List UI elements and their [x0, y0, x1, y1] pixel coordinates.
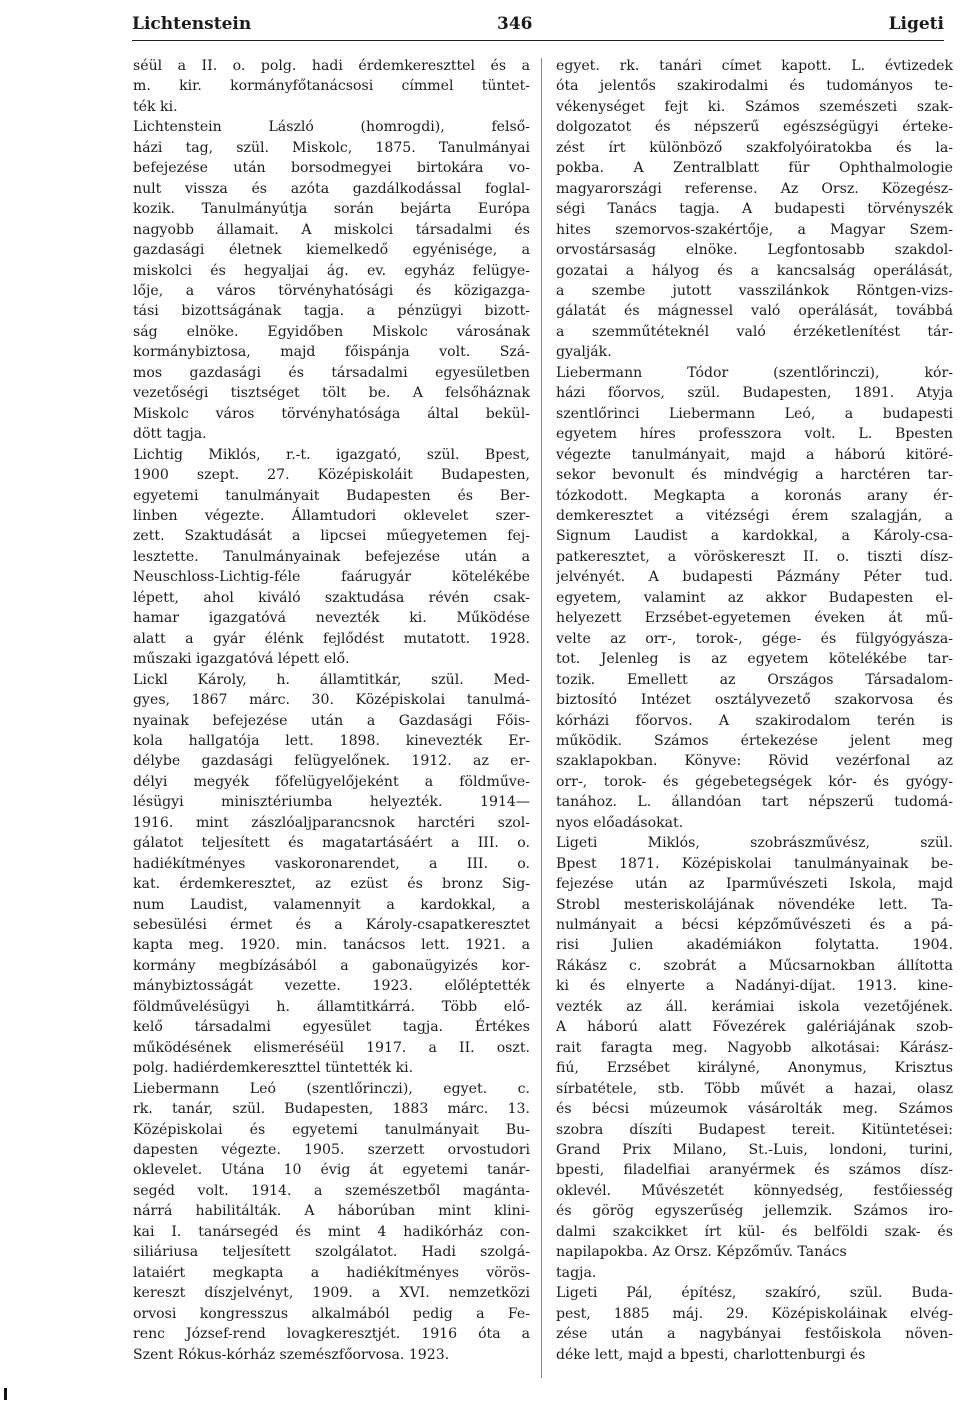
running-head-left: Lichtenstein: [132, 14, 252, 34]
text-line: gyes, 1867 márc. 30. Középiskolai tanulmá-: [133, 692, 530, 709]
text-line: helyezett Erzsébet-egyetemen éveken át mű-: [556, 610, 953, 627]
text-line: alatt a gyár élénk fejlődést mutatott. 1928.: [133, 630, 530, 647]
text-line: lesztette. Tanulmányainak befejezése után a: [133, 548, 530, 565]
text-line: kormány megbízásából a gabonaügyizés kor-: [133, 957, 530, 974]
text-line: hadiékítményes vaskoronarendet, a III. o.: [133, 855, 530, 872]
text-line: nyos előadásokat.: [556, 814, 684, 831]
text-line: mos gazdasági és társadalmi egyesületben: [133, 364, 530, 381]
text-line: kozik. Tanulmányútja során bejárta Európa: [133, 201, 530, 218]
text-line: nulmányait a bécsi képzőművészeti és a pá-: [556, 917, 953, 934]
text-line: sebesülési érmet és a Károly-csapatkeresztet: [133, 917, 530, 934]
text-line: szobra díszíti Budapest tereit. Kitüntetései:: [556, 1121, 953, 1138]
text-line: tozik. Emellett az Országos Társadalom-: [556, 671, 953, 688]
text-line: befejezése után borsodmegyei birtokára vo-: [133, 160, 530, 177]
text-line: kelő társadalmi egyesület tagja. Értékes: [133, 1019, 530, 1036]
margin-mark: [4, 1388, 7, 1400]
text-line: működik. Számos értekezése jelent meg: [556, 732, 953, 749]
column-divider: [541, 58, 542, 1378]
text-line: fiú, Erzsébet királyné, Anonymus, Krisztus: [556, 1060, 953, 1077]
text-line: ségi Tanács tagja. A budapesti törvényszék: [556, 201, 953, 218]
text-line: kat. érdemkeresztet, az ezüst és bronz Sig-: [133, 876, 530, 893]
text-line: gozatai a hályog és a kancsalság operálását,: [556, 262, 953, 279]
text-line: szaklapokban. Könyve: Rövid vezérfonal az: [556, 753, 953, 770]
text-line: lője, a város törvényhatósági és közigazga-: [133, 282, 530, 299]
text-line: Miskolc város törvényhatósága által bekül-: [133, 405, 530, 422]
text-line: vezték az áll. kerámiai iskola vezetőjének.: [556, 998, 953, 1015]
text-line: Lichtenstein László (homrogdi), felső-: [133, 119, 530, 136]
text-line: Signum Laudist a kardokkal, a Károly-csa-: [556, 528, 953, 545]
text-line: Középiskolai és egyetemi tanulmányait Bu-: [133, 1121, 530, 1138]
text-line: renc József-rend lovagkeresztjét. 1916 óta a: [133, 1326, 530, 1343]
text-line: Lickl Károly, h. államtitkár, szül. Med-: [133, 671, 530, 688]
text-line: zést írt különböző szakfolyóiratokba és la-: [556, 139, 953, 156]
text-line: nárrá habilitálták. A háborúban mint klini-: [133, 1203, 530, 1220]
text-line: mánybiztosságát vezette. 1923. előléptették: [133, 978, 530, 995]
text-line: gálatot teljesített és magatartásáért a III. o.: [133, 835, 530, 852]
text-line: fejezése után az Iparművészeti Iskola, majd: [556, 876, 953, 893]
text-line: működésének elismeréséül 1917. a II. oszt.: [133, 1039, 530, 1056]
text-line: jelvényét. A budapesti Pázmány Péter tud.: [556, 569, 953, 586]
text-line: séül a II. o. polg. hadi érdemkereszttel és a: [133, 58, 530, 74]
text-line: házi tag, szül. Miskolc, 1875. Tanulmányai: [133, 139, 530, 156]
text-line: lataiért megkapta a hadiékítményes vörös-: [133, 1264, 530, 1281]
text-line: bpesti, filadelfiai aranyérmek és számos dísz-: [556, 1162, 953, 1179]
text-line: tot. Jelenleg is az egyetem kötelékébe tar-: [556, 651, 953, 668]
text-line: dalmi szakcikket írt kül- és belföldi szak- és: [556, 1223, 953, 1240]
text-line: a szembe jutott vasszilánkok Röntgen-vizs-: [556, 282, 953, 299]
text-line: num Laudist, valamennyit a kardokkal, a: [133, 896, 530, 913]
text-line: Liebermann Leó (szentlőrinczi), egyet. c.: [133, 1080, 530, 1097]
page-header: [132, 14, 944, 42]
text-line: Strobl mesteriskolájának növendéke lett. Ta-: [556, 896, 953, 913]
text-line: sírbatétele, stb. Több művét a hazai, olasz: [556, 1080, 953, 1097]
text-line: napilapokba. Az Orsz. Képzőműv. Tanács: [556, 1244, 847, 1261]
text-line: házi főorvos, szül. Budapesten, 1891. Atyja: [556, 385, 953, 402]
text-line: polg. hadiérdemkereszttel tüntették ki.: [133, 1060, 414, 1077]
text-line: orvostársaság elnöke. Legfontosabb szakdol-: [556, 242, 953, 259]
text-line: Ligeti Pál, építész, szakíró, szül. Buda-: [556, 1285, 953, 1302]
text-line: gálatát és mágnessel való operálását, továbbá: [556, 303, 953, 320]
text-line: déke lett, majd a bpesti, charlottenburgi és: [556, 1346, 866, 1363]
text-line: hites szemorvos-szakértője, a Magyar Szem-: [556, 221, 953, 238]
text-line: műszaki igazgatóvá lépett elő.: [133, 651, 350, 668]
text-line: tási bizottságának tagja. a pénzügyi bizott-: [133, 303, 530, 320]
text-line: kereszt díszjelvényt, 1909. a XVI. nemzetközi: [133, 1285, 530, 1302]
text-line: kola hallgatója lett. 1898. kinevezték Er-: [133, 732, 530, 749]
text-line: és bécsi múzeumok vásárolták meg. Számos: [556, 1101, 953, 1118]
text-line: magyarországi referense. Az Orsz. Közegész-: [556, 180, 953, 197]
text-line: kórházi főorvos. A szakirodalom terén is: [556, 712, 953, 729]
text-line: délyi megyék főfelügyelőjeként a földműve-: [133, 773, 530, 790]
text-line: lépett, ahol kiváló szaktudása révén csak-: [133, 589, 530, 606]
text-line: dapesten végezte. 1905. szerzett orvostudori: [133, 1142, 530, 1159]
text-line: pest, 1885 máj. 29. Középiskoláinak elvég-: [556, 1305, 953, 1322]
text-line: lésügyi minisztériumba helyezték. 1914—: [133, 794, 530, 811]
text-line: segéd volt. 1914. a szemészetből magánta-: [133, 1182, 530, 1199]
text-line: óta jelentős szakirodalmi és tudományos te-: [556, 78, 953, 95]
text-line: Rákász c. szobrát a Műcsarnokban állította: [556, 957, 953, 974]
text-line: szentlőrinci Liebermann Leó, a budapesti: [556, 405, 953, 422]
text-line: m. kir. kormányfőtanácsosi címmel tüntet-: [133, 78, 530, 95]
text-line: Grand Prix Milano, St.-Luis, londoni, turini,: [556, 1142, 953, 1159]
text-line: a szemműtéteknél való érzéketlenítést tár-: [556, 323, 953, 340]
left-column: [133, 56, 530, 1365]
text-line: miskolci és hegyaljai ág. ev. egyház felügye-: [133, 262, 530, 279]
text-line: földművelésügyi h. államtitkárrá. Több elő-: [133, 998, 530, 1015]
text-line: tózkodott. Megkapta a koronás arany ér-: [556, 487, 953, 504]
text-line: ték ki.: [133, 98, 178, 115]
text-line: Szent Rókus-kórház szemészfőorvosa. 1923.: [133, 1346, 450, 1363]
text-line: vezetőségi tisztséget tölt be. A felsőháznak: [133, 385, 530, 402]
text-line: risi Julien akadémiákon folytatta. 1904.: [556, 937, 953, 954]
text-line: A háború alatt Fővezérek galériájának szob-: [556, 1019, 953, 1036]
text-line: egyetem híres professzora volt. L. Bpesten: [556, 426, 953, 443]
text-line: egyet. rk. tanári címet kapott. L. évtizedek: [556, 58, 953, 74]
text-line: ság elnöke. Egyidőben Miskolc városának: [133, 323, 530, 340]
text-line: egyetemi tanulmányait Budapesten és Ber-: [133, 487, 530, 504]
running-head-right: Ligeti: [888, 14, 944, 34]
header-rule: [132, 40, 944, 41]
text-line: pokba. A Zentralblatt für Ophthalmologie: [556, 160, 953, 177]
text-line: siliáriusa teljesített szolgálatot. Hadi szolgá-: [133, 1244, 530, 1261]
text-line: és görög egyszerűség jellemzik. Számos iro-: [556, 1203, 953, 1220]
text-line: 1916. mint zászlóaljparancsnok harctéri szol-: [133, 814, 530, 831]
text-line: hamar igazgatóvá nevezték ki. Működése: [133, 610, 530, 627]
text-line: nult vissza és azóta gazdálkodással foglal-: [133, 180, 530, 197]
text-line: sekor bevonult és mindvégig a harctéren tar-: [556, 467, 953, 484]
text-line: Liebermann Tódor (szentlőrinczi), kór-: [556, 364, 953, 381]
page-number: 346: [497, 14, 533, 34]
text-line: 1900 szept. 27. Középiskoláit Budapesten,: [133, 467, 530, 484]
text-line: patkeresztet, a vöröskereszt II. o. tiszti dísz-: [556, 548, 953, 565]
text-line: tanához. L. állandóan tart népszerű tudomá-: [556, 794, 953, 811]
text-line: délybe gazdasági felügyelőnek. 1912. az er-: [133, 753, 530, 770]
text-line: velte az orr-, torok-, gége- és fülgyógyásza-: [556, 630, 953, 647]
text-line: biztosító Intézet osztályvezető szakorvosa és: [556, 692, 953, 709]
text-line: Bpest 1871. Középiskolai tanulmányainak be-: [556, 855, 953, 872]
text-line: gyalják.: [556, 344, 612, 361]
text-line: zett. Szaktudását a lipcsei műegyetemen fej-: [133, 528, 530, 545]
text-line: zése után a nagybányai festőiskola növen-: [556, 1326, 953, 1343]
text-line: oklevelet. Utána 10 évig át egyetemi tanár-: [133, 1162, 530, 1179]
text-line: Ligeti Miklós, szobrászművész, szül.: [556, 835, 953, 852]
text-line: nyainak befejezése után a Gazdasági Főis-: [133, 712, 530, 729]
text-line: rait faragta meg. Nagyobb alkotásai: Kárász-: [556, 1039, 953, 1056]
text-line: oklevél. Művészetét könnyedség, festőiesség: [556, 1182, 953, 1199]
text-line: kapta meg. 1920. min. tanácsos lett. 1921. a: [133, 937, 530, 954]
text-line: gazdasági életnek kiemelkedő egyénisége, a: [133, 242, 530, 259]
text-line: Lichtig Miklós, r.-t. igazgató, szül. Bpest,: [133, 446, 530, 463]
text-line: linben végezte. Államtudori oklevelet szer-: [133, 507, 530, 524]
text-line: ki és elnyerte a Nadányi-díjat. 1913. kine-: [556, 978, 953, 995]
text-line: nagyobb államait. A miskolci társadalmi és: [133, 221, 530, 238]
text-line: vékenységet fejt ki. Számos szemészeti szak-: [556, 98, 953, 115]
text-line: dolgozatot és népszerű egészségügyi érteke-: [556, 119, 953, 136]
text-line: Neuschloss-Lichtig-féle faárugyár kötelékébe: [133, 569, 530, 586]
text-line: dött tagja.: [133, 426, 207, 443]
text-line: végezte tanulmányait, majd a háború kitöré-: [556, 446, 953, 463]
text-line: tagja.: [556, 1264, 597, 1281]
text-line: egyetem, valamint az akkor Budapesten el-: [556, 589, 953, 606]
right-column: [556, 56, 953, 1365]
text-line: orr-, torok- és gégebetegségek kór- és gyógy-: [556, 773, 953, 790]
text-line: orvosi kongresszus alkalmából pedig a Fe-: [133, 1305, 530, 1322]
text-line: demkeresztet a vitézségi érem szalagján, a: [556, 507, 953, 524]
text-line: kai I. tanársegéd és mint 4 hadikórház con-: [133, 1223, 530, 1240]
text-line: kormánybiztosa, majd főispánja volt. Szá-: [133, 344, 530, 361]
text-line: rk. tanár, szül. Budapesten, 1883 márc. 13.: [133, 1101, 530, 1118]
